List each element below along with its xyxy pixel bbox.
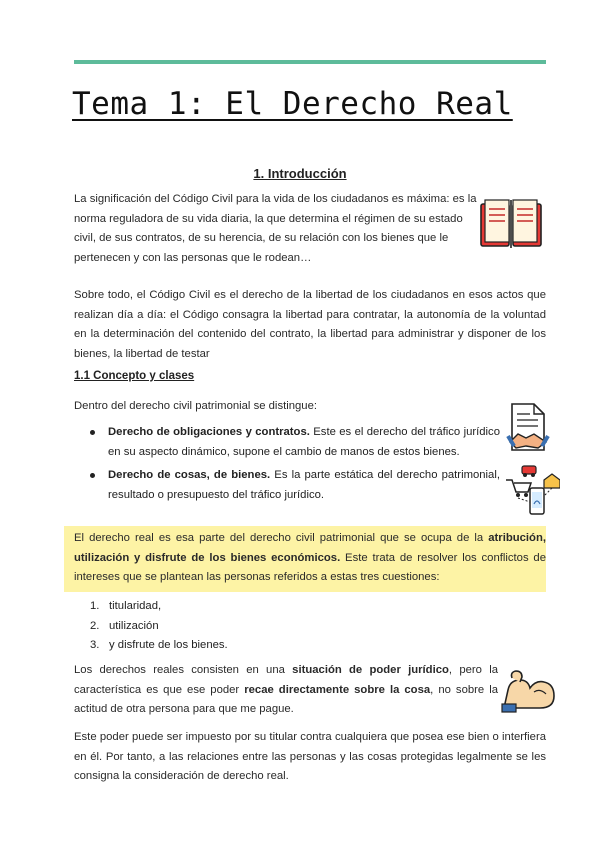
page-title: Tema 1: El Derecho Real bbox=[72, 86, 513, 122]
book-icon bbox=[478, 196, 544, 254]
list-item: 1. titularidad, bbox=[90, 600, 162, 612]
derechos-reales-paragraph: Los derechos reales consisten en una situación de poder jurídico, pero la característica es que ese poder recae directamente sobre la cosa, no sobre la actitud de otra persona para que me pague. bbox=[74, 664, 499, 715]
flexed-arm-icon bbox=[500, 668, 560, 714]
section-heading: 1. Introducción bbox=[253, 166, 347, 181]
numbered-list bbox=[74, 597, 228, 656]
bullet-list bbox=[74, 423, 500, 509]
intro-paragraph-2: Sobre todo, el Código Civil es el derecho de la libertad de los ciudadanos en esos actos que realizan día a día: el Código consagra la libertad para contratar, la autonomía de la voluntad en la determinación del contenido del contrato, la libertad para administrar y disponer de los bienes, la libertad de testar bbox=[74, 289, 546, 360]
goods-phone-icon bbox=[504, 464, 560, 520]
highlight-paragraph: El derecho real es esa parte del derecho civil patrimonial que se ocupa de la atribución, utilización y disfrute de los bienes económicos. Este trata de resolver los conflictos de intereses que se plantean las personas referidos a estas tres cuestiones: bbox=[74, 532, 547, 583]
distingue-text: Dentro del derecho civil patrimonial se distingue: bbox=[74, 400, 318, 412]
top-rule bbox=[74, 60, 546, 64]
poder-paragraph: Este poder puede ser impuesto por su titular contra cualquiera que posea ese bien o interfiera en él. Por tanto, a las relaciones entre las personas y las cosas protegidas legalmente se les consigna la consideración de derecho real. bbox=[74, 731, 546, 782]
intro-paragraph-1: La significación del Código Civil para la vida de los ciudadanos es máxima: es la norma reguladora de su vida diaria, la que determina el régimen de su estado civil, de sus contratos, de su herencia, de su relación con los bienes que le pertenecen y con las personas que le rodean… bbox=[74, 193, 477, 264]
list-item: Derecho de obligaciones y contratos. Este es el derecho del tráfico jurídico en su aspecto dinámico, supone el cambio de manos de estos bienes. bbox=[74, 423, 500, 462]
list-item: Derecho de cosas, de bienes. Es la parte estática del derecho patrimonial, resultado o presupuesto del tráfico jurídico. bbox=[74, 466, 500, 505]
list-item: 3. y disfrute de los bienes. bbox=[90, 639, 228, 651]
contract-handshake-icon bbox=[506, 402, 550, 454]
subsection-heading: 1.1 Concepto y clases bbox=[74, 370, 195, 382]
list-item: 2. utilización bbox=[90, 619, 159, 632]
